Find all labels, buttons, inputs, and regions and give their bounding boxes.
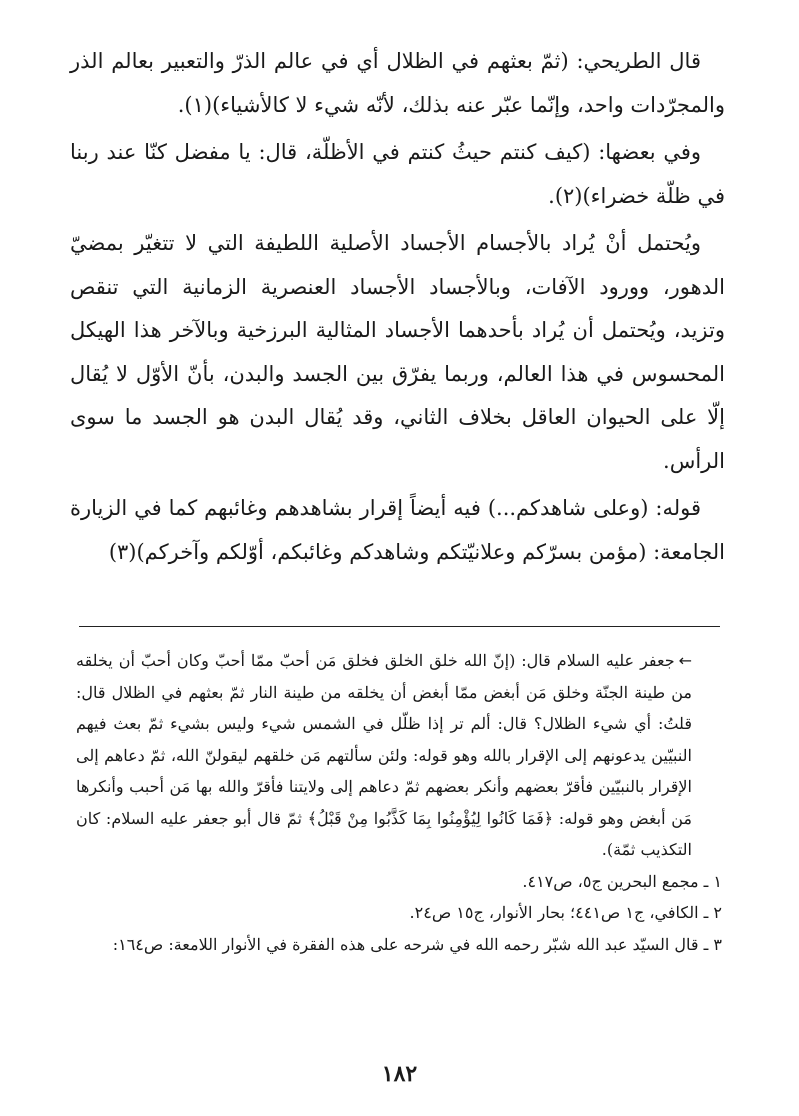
continuation-arrow-icon: ←	[678, 651, 692, 670]
paragraph-azilla-quote: وفي بعضها: (كيف كنتم حيثُ كنتم في الأظلّة، قال: يا مفضل كنّا عند ربنا في ظلّة خضراء)(٢).	[70, 140, 725, 208]
footnote-2: ٢ ـ الكافي، ج١ ص٤٤١؛ بحار الأنوار، ج١٥ ص٢٤.	[409, 903, 722, 922]
paragraph-shahidikum: قوله: (وعلى شاهدكم...) فيه أيضاً إقرار بشاهدهم وغائبهم كما في الزيارة الجامعة: (مؤمن بسرّكم وعلانيّتكم وشاهدكم وغائبكم، أوّلكم وآخركم)(٣)	[70, 496, 725, 564]
page-number: ١٨٢	[381, 1061, 418, 1087]
paragraph-ajsad-discussion: ويُحتمل أنْ يُراد بالأجسام الأجساد الأصلية اللطيفة التي لا تتغيّر بمضيّ الدهور، وورود الآفات، وبالأجساد الأجساد العنصرية الزمانية التي تنقص وتزيد، ويُحتمل أن يُراد بأحدهما الأجساد المثالية البرزخية وبالآخر هذا الهيكل المحسوس في هذا العالم، وربما يفرّق بين الجسد والبدن، بأنّ الأوّل لا يُقال إلّا على الحيوان العاقل بخلاف الثاني، وقد يُقال البدن هو الجسد ما سوى الرأس.	[70, 231, 725, 473]
footnotes-section	[72, 645, 722, 960]
footnote-1: ١ ـ مجمع البحرين ج٥، ص٤١٧.	[522, 871, 722, 891]
footnote-continuation-text: جعفر عليه السلام قال: (إنّ الله خلق الخلق فخلق مَن أحبّ ممّا أحبّ وكان أحبّ أن يخلقه من طينة الجنّة وخلق مَن أبغض ممّا أبغض أن يخلقه من طينة النار ثمّ بعثهم في الظلال قال: قلتُ: أي شيء الظلال؟ قال: ألم تر إذا ظلّل في الشمس شيء وليس بشيء ثمّ بعث فيهم النبيّين يدعونهم إلى الإقرار بالله وهو قوله: ولئن سألتهم مَن خلقهم ليقولنّ الله، ثمّ دعاهم إلى الإقرار بالنبيّين فأقرّ بعضهم وأنكر بعضهم ثمّ دعاهم إلى ولايتنا فأقرّ والله بها مَن أحبب وأنكرها مَن أبغض وهو قوله: ﴿فَمَا كَانُوا لِيُؤْمِنُوا بِمَا كَذَّبُوا مِنْ قَبْلُ﴾ ثمّ قال أبو جعفر عليه السلام: كان التكذيب ثمّة).	[76, 651, 693, 859]
paragraph-tarihi-quote: قال الطريحي: (ثمّ بعثهم في الظلال أي في عالم الذرّ والتعبير بعالم الذر والمجرّدات واحد، وإنّما عبّر عنه بذلك، لأنّه شيء لا كالأشياء)(١).	[70, 49, 725, 117]
main-text-body	[70, 40, 725, 574]
footnote-3: ٣ ـ قال السيّد عبد الله شبّر رحمه الله في شرحه على هذه الفقرة في الأنوار اللامعة: ص١٦٤:	[112, 934, 722, 954]
footnote-continuation	[72, 645, 722, 866]
footnote-divider	[79, 626, 720, 627]
